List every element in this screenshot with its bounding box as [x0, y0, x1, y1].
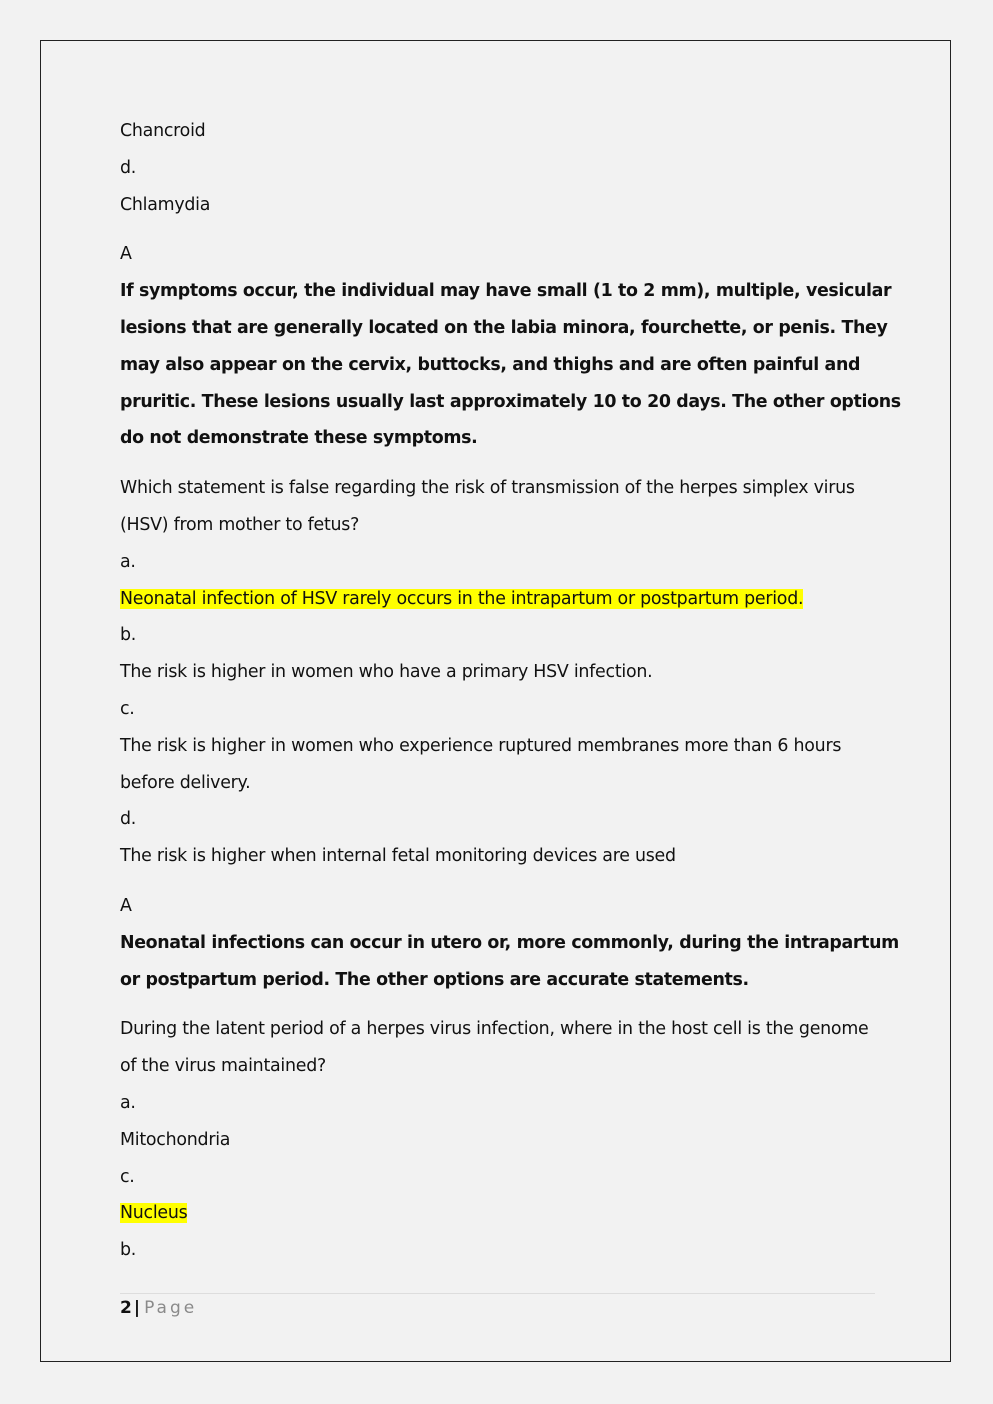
- footer-divider: [120, 1293, 875, 1294]
- rationale-line: lesions that are generally located on the labia minora, fourchette, or penis. They: [120, 317, 888, 338]
- option-text: [120, 581, 880, 618]
- option-text: before delivery.: [120, 772, 251, 793]
- text-line: Chlamydia: [120, 194, 211, 215]
- answer-letter: A: [120, 244, 132, 265]
- rationale-line: may also appear on the cervix, buttocks, and thighs and are often painful and: [120, 354, 861, 375]
- highlighted-option-text: Nucleus: [120, 1203, 188, 1224]
- option-label: b.: [120, 1240, 137, 1261]
- question-line: of the virus maintained?: [120, 1056, 326, 1077]
- highlighted-option-text: Neonatal infection of HSV rarely occurs in the intrapartum or postpartum period.: [120, 588, 804, 609]
- option-text: The risk is higher in women who have a primary HSV infection.: [120, 662, 653, 683]
- option-label: c.: [120, 698, 135, 719]
- rationale-line: pruritic. These lesions usually last approximately 10 to 20 days. The other options: [120, 391, 901, 412]
- option-text: The risk is higher in women who experience ruptured membranes more than 6 hours: [120, 735, 842, 756]
- option-label: a.: [120, 1092, 136, 1113]
- option-label: b.: [120, 625, 137, 646]
- option-label: a.: [120, 551, 136, 572]
- question-line: Which statement is false regarding the risk of transmission of the herpes simplex virus: [120, 478, 855, 499]
- rationale-line: or postpartum period. The other options are accurate statements.: [120, 969, 749, 990]
- option-text: The risk is higher when internal fetal monitoring devices are used: [120, 846, 676, 867]
- footer-separator: |: [133, 1298, 141, 1318]
- answer-rationale: [120, 925, 899, 999]
- answer-letter: A: [120, 895, 132, 916]
- option-label: d.: [120, 809, 137, 830]
- page-footer: [120, 1296, 197, 1320]
- question-line: (HSV) from mother to fetus?: [120, 514, 360, 535]
- question-stem: [120, 1011, 880, 1085]
- option-label: d.: [120, 157, 137, 178]
- option-text: [120, 1195, 880, 1232]
- rationale-line: If symptoms occur, the individual may have small (1 to 2 mm), multiple, vesicular: [120, 281, 892, 302]
- answer-rationale: [120, 273, 901, 457]
- text-line: Chancroid: [120, 121, 206, 141]
- question-line: During the latent period of a herpes virus infection, where in the host cell is the genome: [120, 1019, 869, 1040]
- option-label: c.: [120, 1166, 135, 1187]
- rationale-line: Neonatal infections can occur in utero or, more commonly, during the intrapartum: [120, 932, 899, 953]
- option-text: Mitochondria: [120, 1129, 231, 1150]
- document-body: [120, 113, 901, 1269]
- page-word: Page: [144, 1298, 198, 1318]
- rationale-line: do not demonstrate these symptoms.: [120, 428, 478, 449]
- question-stem: [120, 470, 880, 544]
- page-number: 2: [120, 1298, 132, 1318]
